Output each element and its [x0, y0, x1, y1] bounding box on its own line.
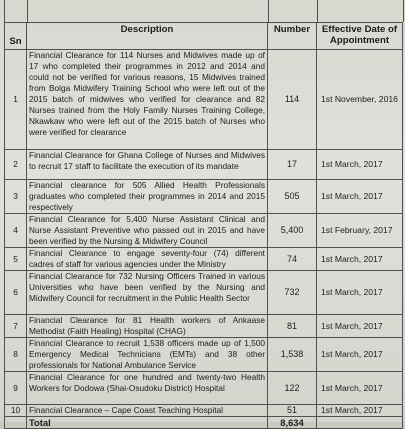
- table-row: [5, 405, 403, 417]
- table-row: [5, 338, 403, 372]
- row-sn: 10: [5, 405, 27, 417]
- total-row: [5, 417, 403, 429]
- row-number: 114: [268, 50, 317, 150]
- appointments-table: [4, 22, 403, 429]
- row-number: 122: [268, 372, 317, 405]
- table-row: [5, 248, 403, 271]
- row-number: 1,538: [268, 338, 317, 372]
- row-number: 51: [268, 405, 317, 417]
- row-description: Financial Clearance for 732 Nursing Officers Trained in various Universities who have been verified by the Nursing and Midwifery Council for recruitment in the Public Health Sector: [27, 271, 268, 315]
- header-number: Number: [268, 23, 317, 50]
- row-number: 17: [268, 150, 317, 180]
- row-number: 81: [268, 315, 317, 338]
- total-label: Total: [27, 417, 268, 429]
- row-effective-date: 1st March, 2017: [317, 405, 403, 417]
- row-effective-date: 1st March, 2017: [317, 271, 403, 315]
- row-description: Financial Clearance – Cape Coast Teaching Hospital: [27, 405, 268, 417]
- row-description: Financial Clearance for Ghana College of Nurses and Midwives to recruit 17 staff to facilitate the execution of its mandate: [27, 150, 268, 180]
- row-effective-date: 1st March, 2017: [317, 338, 403, 372]
- column-divider: [268, 0, 269, 22]
- column-divider: [317, 0, 318, 22]
- row-effective-date: 1st March, 2017: [317, 150, 403, 180]
- row-sn: 7: [5, 315, 27, 338]
- table-row: [5, 372, 403, 405]
- header-row: [5, 23, 403, 50]
- row-description: Financial Clearance to recruit 1,538 officers made up of 1,500 Emergency Medical Technicians (EMTs) and 38 other professionals for National Ambulance Service: [27, 338, 268, 372]
- header-effective-date: Effective Date of Appointment: [317, 23, 403, 50]
- header-description: Description: [27, 23, 268, 50]
- row-description: Financial Clearance for one hundred and twenty-two Health Workers for Dodowa (Shai-Osudoku District) Hospital: [27, 372, 268, 405]
- table-row: [5, 214, 403, 248]
- column-divider: [27, 0, 28, 22]
- row-description: Financial Clearance for 81 Health workers of Ankaase Methodist (Faith Healing) Hospital (CHAG): [27, 315, 268, 338]
- table-row: [5, 150, 403, 180]
- row-effective-date: 1st March, 2017: [317, 372, 403, 405]
- row-number: 74: [268, 248, 317, 271]
- row-sn: 9: [5, 372, 27, 405]
- row-description: Financial Clearance to engage seventy-four (74) different cadres of staff for various agencies under the Ministry: [27, 248, 268, 271]
- row-effective-date: 1st March, 2017: [317, 248, 403, 271]
- total-sn-cell: [5, 417, 27, 429]
- row-effective-date: 1st March, 2017: [317, 315, 403, 338]
- row-effective-date: 1st February, 2017: [317, 214, 403, 248]
- row-number: 505: [268, 180, 317, 214]
- row-sn: 2: [5, 150, 27, 180]
- row-sn: 3: [5, 180, 27, 214]
- table-row: [5, 315, 403, 338]
- row-sn: 8: [5, 338, 27, 372]
- row-sn: 5: [5, 248, 27, 271]
- row-description: Financial clearance for 505 Allied Health Professionals graduates who completed their programmes in 2014 and 2015 respectively: [27, 180, 268, 214]
- table-row: [5, 180, 403, 214]
- row-effective-date: 1st March, 2017: [317, 180, 403, 214]
- header-sn: Sn: [5, 23, 27, 50]
- row-description: Financial Clearance for 5,400 Nurse Assistant Clinical and Nurse Assistant Preventive who passed out in 2015 and have been verified by the Nursing & Midwifery Council: [27, 214, 268, 248]
- row-number: 5,400: [268, 214, 317, 248]
- total-number: 8,634: [268, 417, 317, 429]
- row-sn: 6: [5, 271, 27, 315]
- table-top-edge: [4, 0, 404, 22]
- table-row: [5, 271, 403, 315]
- total-date-cell: [317, 417, 403, 429]
- row-effective-date: 1st November, 2016: [317, 50, 403, 150]
- row-sn: 4: [5, 214, 27, 248]
- row-description: Financial Clearance for 114 Nurses and Midwives made up of 17 who completed their programmes in 2012 and 2014 and could not be verified for various reasons, 15 Midwives trained from Bolga Midwifery Training School who were left out of the 2015 batch of midwives who verified for clearance and 82 Nurses trained from the Holy Family Nurses Training College, Nkawkaw who were left out of the 2015 batch of Nurses who were verified for clearance: [27, 50, 268, 150]
- table-row: [5, 50, 403, 150]
- row-sn: 1: [5, 50, 27, 150]
- row-number: 732: [268, 271, 317, 315]
